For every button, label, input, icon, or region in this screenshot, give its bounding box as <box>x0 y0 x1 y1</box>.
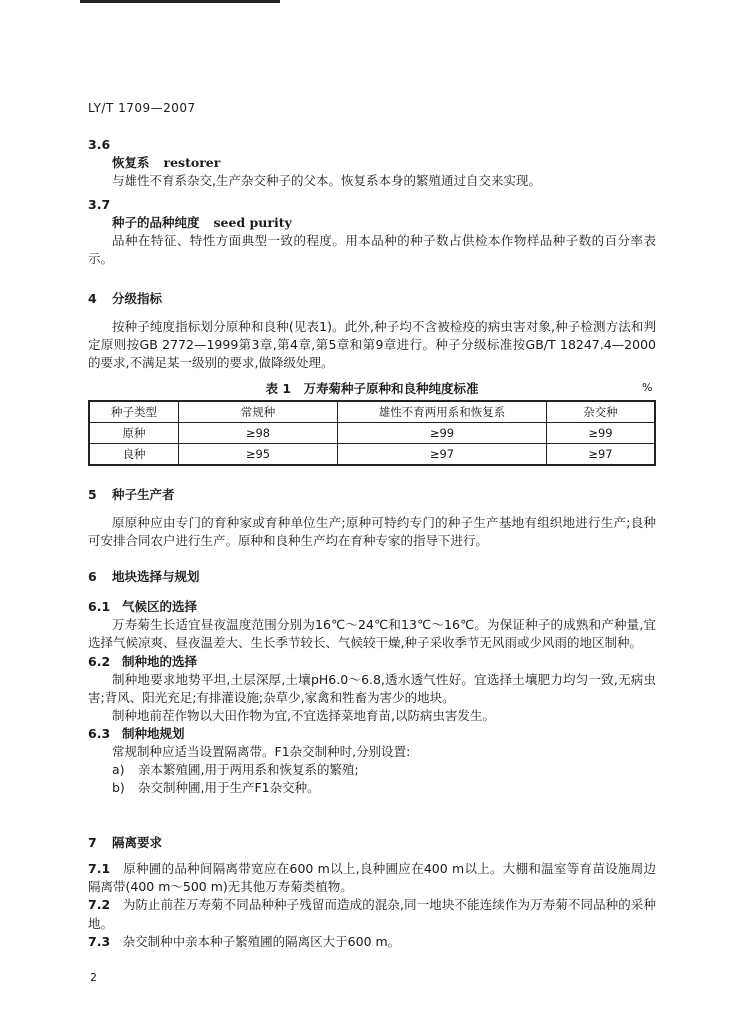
header-cell: 雄性不育两用系和恢复系 <box>338 401 547 423</box>
header-rule <box>80 0 280 3</box>
table-cell: ≥97 <box>547 444 656 466</box>
page-number: 2 <box>90 971 97 984</box>
subsection-heading: 6.1 气候区的选择 <box>88 599 198 615</box>
table-row <box>89 423 655 444</box>
section-6 <box>88 568 656 798</box>
paragraph: 常规制种应适当设置隔离带。F1杂交制种时,分别设置: <box>112 744 411 760</box>
section-3-7 <box>88 196 656 269</box>
header-cell: 杂交种 <box>547 401 656 423</box>
table-cell: ≥95 <box>179 444 338 466</box>
purity-table <box>88 400 656 466</box>
table-caption: 表 1 万寿菊种子原种和良种纯度标准 <box>265 381 479 396</box>
subsection-heading: 6.2 制种地的选择 <box>88 653 198 669</box>
paragraph: 万寿菊生长适宜昼夜温度范围分别为16℃～24℃和13℃～16℃。为保证种子的成熟和产种量,宜选择气候凉爽、昼夜温差大、生长季节较长、气候较干燥,种子采收季节无风雨或少风雨的地区制种。 <box>88 617 656 651</box>
clause-number: 3.7 <box>88 197 111 212</box>
paragraph: 制种地前茬作物以大田作物为宜,不宜选择菜地育苗,以防病虫害发生。 <box>112 707 495 723</box>
paragraph: 原原种应由专门的育种家或育种单位生产;原种可特约专门的种子生产基地有组织地进行生产;良种可安排合同农户进行生产。原种和良种生产均在育种专家的指导下进行。 <box>88 515 656 549</box>
table-cell: ≥99 <box>547 423 656 444</box>
clause: 7.1 原种圃的品种间隔离带宽应在600 m以上,良种圃应在400 m以上。大棚和温室等育苗设施周边隔离带(400 m～500 m)无其他万寿菊类植物。 <box>88 861 656 895</box>
list-item: a) 亲本繁殖圃,用于两用系和恢复系的繁殖; <box>112 762 359 778</box>
definition: 品种在特征、特性方面典型一致的程度。用本品种的种子数占供检本作物样品种子数的百分率表示。 <box>88 233 656 267</box>
list-item: b) 杂交制种圃,用于生产F1杂交种。 <box>112 780 320 796</box>
term-english: seed purity <box>213 215 292 231</box>
section-heading: 6 地块选择与规划 <box>88 569 200 584</box>
paragraph: 按种子纯度指标划分原种和良种(见表1)。此外,种子均不含被检疫的病虫害对象,种子检测方法和判定原则按GB 2772—1999第3章,第4章,第5章和第9章进行。种子分级标准按GB/T 18247.4—2000的要求,不满足某一级别的要求,做降级处理。 <box>88 319 656 371</box>
clause: 7.3 杂交制种中亲本种子繁殖圃的隔离区大于600 m。 <box>88 933 401 949</box>
term <box>88 154 656 172</box>
section-heading: 7 隔离要求 <box>88 835 163 850</box>
term-chinese: 种子的品种纯度 <box>112 215 200 231</box>
clause: 7.2 为防止前茬万寿菊不同品种种子残留而造成的混杂,同一地块不能连续作为万寿菊不同品种的采种地。 <box>88 897 656 931</box>
table-cell: 良种 <box>89 444 179 466</box>
header-cell: 种子类型 <box>89 401 179 423</box>
table-cell: ≥99 <box>338 423 547 444</box>
table-row <box>89 444 655 466</box>
term-chinese: 恢复系 <box>112 155 150 171</box>
table-cell: 原种 <box>89 423 179 444</box>
section-heading: 5 种子生产者 <box>88 487 175 502</box>
standard-code: LY/T 1709—2007 <box>88 101 196 115</box>
section-4 <box>88 290 656 373</box>
table-cell: ≥98 <box>179 423 338 444</box>
section-7 <box>88 834 656 951</box>
header-cell: 常规种 <box>179 401 338 423</box>
section-3-6 <box>88 136 656 190</box>
clause-number: 3.6 <box>88 137 111 152</box>
table-unit: % <box>642 381 653 394</box>
subsection-heading: 6.3 制种地规划 <box>88 726 185 741</box>
term <box>88 214 656 232</box>
table-cell: ≥97 <box>338 444 547 466</box>
paragraph: 制种地要求地势平坦,土层深厚,土壤pH6.0～6.8,透水透气性好。宜选择土壤肥力均匀一致,无病虫害;背风、阳光充足;有排灌设施;杂草少,家禽和牲畜为害少的地块。 <box>88 671 656 705</box>
table-header-row <box>89 401 655 423</box>
section-heading: 4 分级指标 <box>88 291 163 306</box>
definition: 与雄性不育系杂交,生产杂交种子的父本。恢复系本身的繁殖通过自交来实现。 <box>112 173 541 189</box>
term-english: restorer <box>163 155 221 171</box>
section-5 <box>88 486 656 550</box>
